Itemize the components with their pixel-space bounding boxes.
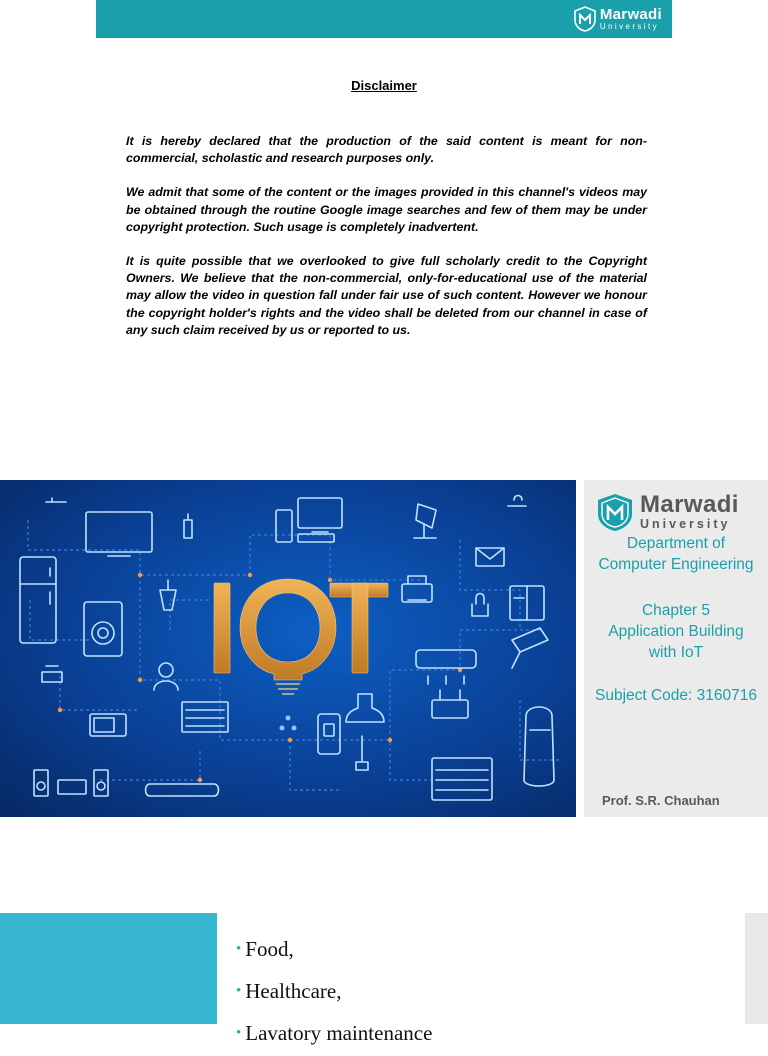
list-item: [236, 1014, 432, 1056]
disclaimer-body: [126, 133, 647, 356]
list-item: [236, 972, 432, 1014]
professor-name: Prof. S.R. Chauhan: [602, 793, 720, 808]
disclaimer-paragraph: It is hereby declared that the production of the said content is meant for non-commercial, scholastic and research purposes only.: [126, 134, 647, 166]
department-line: Department of: [626, 535, 726, 552]
iot-illustration: [0, 480, 576, 817]
chapter-line: Application Building: [608, 623, 744, 640]
chapter-text: [584, 600, 768, 663]
shield-logo-icon: [574, 6, 596, 32]
chapter-line: with IoT: [648, 644, 704, 661]
brand-name: Marwadi: [640, 491, 739, 519]
bullet-icon: •: [236, 983, 242, 999]
bullet-list: [236, 930, 432, 1056]
chapter-line: Chapter 5: [641, 602, 711, 619]
disclaimer-paragraph: We admit that some of the content or the images provided in this channel's videos may be obtained through the routine Google image searches and few of them may be under copyright protection. Such usage is completely inadvertent.: [126, 185, 647, 234]
department-line: Computer Engineering: [598, 556, 754, 573]
list-item-text: Lavatory maintenance: [245, 1021, 433, 1045]
header-bar: [96, 0, 672, 38]
accent-block: [0, 913, 217, 1024]
disclaimer-title: Disclaimer: [351, 78, 417, 93]
brand-sub: University: [599, 22, 659, 31]
department-text: [584, 533, 768, 575]
disclaimer-paragraph: It is quite possible that we overlooked to give full scholarly credit to the Copyright Owners. We believe that the non-commercial, only-for-educational use of the material may allow the video in question fall under fair use of such content. However we honour the copyright holder's rights and the video shall be deleted from our channel in case of any such claim received by us or reported to us.: [126, 254, 647, 337]
shield-logo-icon: [596, 492, 634, 532]
list-item-text: Food,: [245, 937, 294, 961]
university-logo: [574, 5, 662, 33]
university-logo-large: [596, 492, 739, 532]
brand-sub: University: [640, 517, 731, 532]
brand-name: Marwadi: [599, 6, 662, 23]
list-item-text: Healthcare,: [245, 979, 342, 1003]
iot-image-text: IOT: [287, 810, 289, 811]
list-item: [236, 930, 432, 972]
subject-code: Subject Code: 3160716: [594, 687, 758, 704]
bullet-icon: •: [236, 1025, 242, 1041]
title-panel: [584, 480, 768, 817]
side-strip: [745, 913, 768, 1024]
bullet-icon: •: [236, 941, 242, 957]
